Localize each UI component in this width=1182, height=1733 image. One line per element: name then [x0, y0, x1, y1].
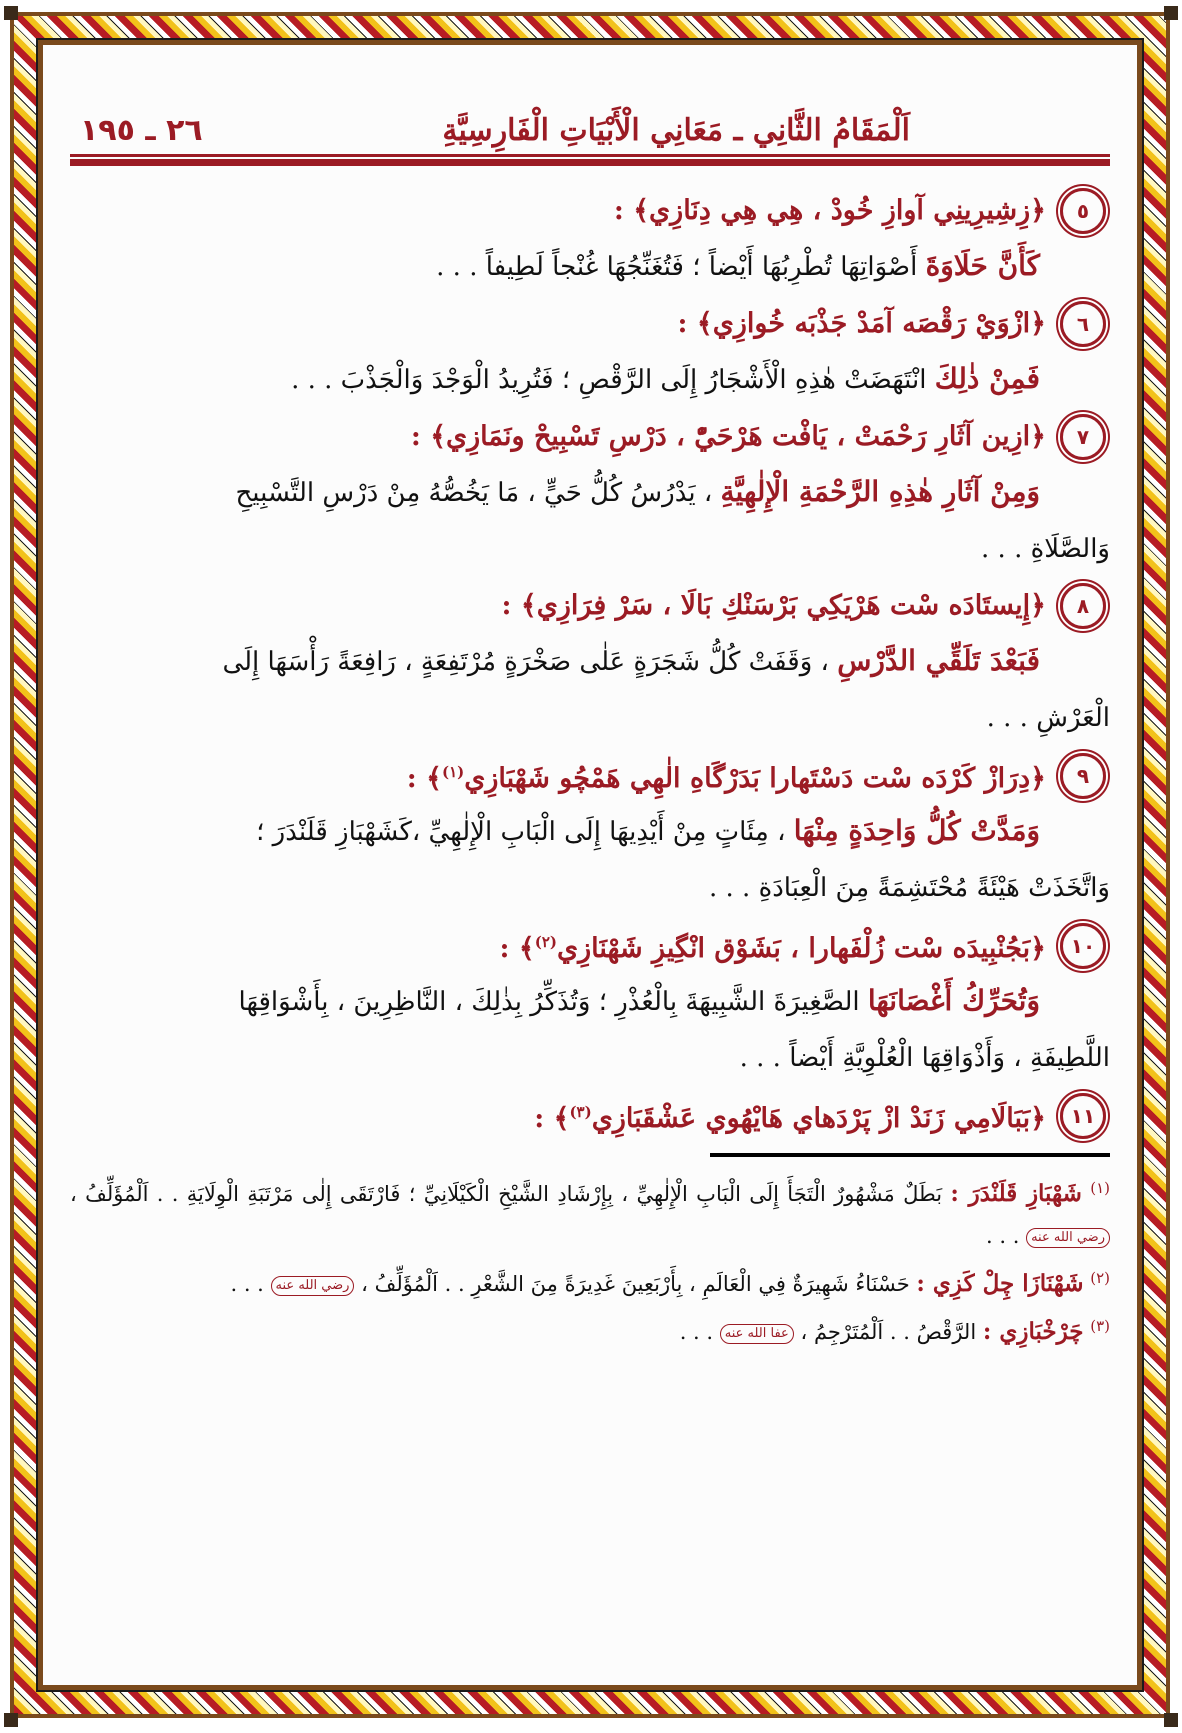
translation-line: [70, 464, 1110, 521]
corner-ornament-icon: [1164, 1713, 1178, 1727]
footnote-ref: (٢): [534, 933, 557, 951]
verse-colon: :: [499, 933, 510, 964]
highlighted-phrase: وَمَدَّتْ كُلُّ وَاحِدَةٍ مِنْهَا: [793, 814, 1040, 847]
verse-number-badge-icon: ١١: [1060, 1093, 1106, 1139]
verse-colon: :: [677, 308, 688, 339]
corner-ornament-icon: [4, 6, 18, 20]
footnote-number: (٢): [1090, 1269, 1110, 1287]
translation-line: [70, 633, 1110, 690]
honorific-seal-icon: عفا الله عنه: [720, 1324, 794, 1344]
verse-line: ﴿إِيستَادَه سْت هَرْيَكِي بَرْسَنْكِ بَالَا ، سَرْ فِرَازِي﴾: [520, 590, 1046, 621]
footnote-text: الرَّقْصُ . . اَلْمُتَرْجِمُ ،: [793, 1320, 983, 1344]
verse-line: ﴿دِرَازْ كَرْدَه سْت دَسْتَهارا بَدَرْگَاهِ الٰهِي هَمْچُو شَهْبَازِي: [464, 763, 1046, 794]
translation-text: انْتَهَضَتْ هٰذِهِ الْأَشْجَارُ إِلَى الرَّقْصِ ؛ فَتُرِيدُ الْوَجْدَ وَالْجَذْبَ . . .: [291, 365, 935, 395]
verse-text: [534, 1092, 1046, 1139]
footnote: [70, 1257, 1110, 1305]
translation-text: أَصْوَاتِهَا تُطْرِبُهَا أَيْضاً ؛ فَتُغَنِّجُهَا غُنْجاً لَطِيفاً . . .: [436, 252, 926, 282]
persian-verse: [70, 414, 1110, 460]
verse-colon: :: [613, 195, 624, 226]
translation-text: اللَّطِيفَةِ ، وَأَذْوَاقِهَا الْعُلْوِيَّةِ أَيْضاً . . .: [739, 1043, 1110, 1073]
translation-text: ، وَقَفَتْ كُلُّ شَجَرَةٍ عَلٰى صَخْرَةٍ مُرْتَفِعَةٍ ، رَافِعَةً رَأْسَهَا إِلَى: [222, 647, 838, 677]
footnote-text: حَسْنَاءُ شَهِيرَةٌ فِي الْعَالَمِ ، بِأَرْبَعِينَ غَدِيرَةً مِنَ الشَّعْرِ . . اَلْمُؤَلِّفُ ،: [354, 1272, 917, 1296]
footnote-text: بَطَلٌ مَشْهُورٌ الْتَجَأَ إِلَى الْبَابِ الْإِلٰهِيِّ ، بِإِرْشَادِ الشَّيْخِ الْكَيْلَانِيِّ ؛ فَارْتَقَى إِلٰى مَرْتَبَةِ الْوِلَايَةِ . . اَلْمُؤَلِّفُ ،: [70, 1182, 951, 1206]
translation-line: [70, 238, 1110, 295]
footnotes: [70, 1167, 1110, 1353]
verse-text: [614, 191, 1046, 231]
verse-text: [678, 304, 1046, 344]
verse-colon: :: [534, 1103, 545, 1134]
highlighted-phrase: وَمِنْ آثَارِ هٰذِهِ الرَّحْمَةِ الْإِلٰهِيَّةِ: [720, 475, 1040, 508]
verse-number-badge-icon: ٧: [1060, 414, 1106, 460]
footnote-tail: . . .: [230, 1272, 271, 1296]
corner-ornament-icon: [1164, 6, 1178, 20]
persian-verse: [70, 583, 1110, 629]
footnote: [70, 1167, 1110, 1257]
verse-number-badge-icon: ١٠: [1060, 923, 1106, 969]
verse-number-badge-icon: ٦: [1060, 301, 1106, 347]
footnote-tail: . . .: [679, 1320, 720, 1344]
footnote-term: شَهْنَازَا چِلْ كَزِي :: [916, 1270, 1084, 1297]
verse-close-bracket: ﴾: [426, 763, 442, 794]
chapter-title: اَلْمَقَامُ الثَّانِي ـ مَعَانِي الْأَبْيَاتِ الْفَارِسِيَّةِ: [442, 113, 910, 148]
honorific-seal-icon: رضي الله عنه: [271, 1276, 355, 1296]
header-double-rule: [70, 154, 1110, 166]
translation-text: وَاتَّخَذَتْ هَيْئَةً مُحْتَشِمَةً مِنَ الْعِبَادَةِ . . .: [708, 873, 1110, 903]
footnote-tail: . . .: [986, 1224, 1027, 1248]
verse-colon: :: [501, 590, 512, 621]
translation-text: الصَّغِيرَةَ الشَّبِيهَةَ بِالْعُذْرِ ؛ وَتُذَكِّرُ بِذٰلِكَ ، النَّاظِرِينَ ، بِأَشْوَاقِهَا: [238, 987, 868, 1017]
page-reference: ٢٦ ـ ١٩٥: [80, 113, 203, 148]
corner-ornament-icon: [4, 1713, 18, 1727]
footnote-term: چَرْخْبَازِي :: [982, 1318, 1084, 1345]
translation-text: ، يَدْرُسُ كُلُّ حَيٍّ ، مَا يَخُصُّهُ مِنْ دَرْسِ التَّسْبِيحِ: [235, 478, 721, 508]
translation-line: [70, 521, 1110, 577]
verse-number-badge-icon: ٩: [1060, 753, 1106, 799]
verses-body: [70, 188, 1110, 1139]
verse-close-bracket: ﴾: [518, 933, 535, 964]
translation-text: وَالصَّلَاةِ . . .: [981, 534, 1110, 564]
verse-number-badge-icon: ٥: [1060, 188, 1106, 234]
verse-colon: :: [406, 763, 417, 794]
footnote-number: (١): [1090, 1179, 1110, 1197]
verse-line: ﴿زِشِيرِينِي آوازِ خُودْ ، هِي هِي دِنَازِي﴾: [633, 195, 1046, 226]
honorific-seal-icon: رضي الله عنه: [1026, 1228, 1110, 1248]
footnote-term: شَهْبَازِ قَلَنْدَرَ :: [950, 1180, 1082, 1207]
verse-close-bracket: ﴾: [553, 1103, 570, 1134]
translation-text: ، مِئَاتٍ مِنْ أَيْدِيهَا إِلَى الْبَابِ الْإِلٰهِيِّ ،كَشَهْبَازِ قَلَنْدَرَ ؛: [256, 817, 794, 847]
persian-verse: [70, 922, 1110, 969]
footnote-number: (٣): [1090, 1317, 1110, 1335]
highlighted-phrase: فَبَعْدَ تَلَقِّي الدَّرْسِ: [837, 644, 1040, 677]
highlighted-phrase: فَمِنْ ذٰلِكَ: [934, 362, 1040, 395]
verse-colon: :: [410, 421, 421, 452]
verse-line: ﴿بَبَالَامِي زَنَدْ ازْ پَرْدَهاي هَايْهُوي عَشْقَبَازِي: [591, 1103, 1046, 1134]
verse-number-badge-icon: ٨: [1060, 583, 1106, 629]
verse-text: [411, 417, 1046, 457]
footnote-ref: (٣): [569, 1103, 592, 1121]
highlighted-phrase: كَأَنَّ حَلَاوَةَ: [925, 249, 1040, 282]
translation-line: [70, 860, 1110, 916]
footnote-separator: [710, 1153, 1110, 1157]
persian-verse: [70, 752, 1110, 799]
translation-text: الْعَرْشِ . . .: [986, 703, 1110, 733]
persian-verse: [70, 301, 1110, 347]
page: [70, 90, 1110, 1353]
verse-text: [500, 922, 1046, 969]
persian-verse: [70, 1092, 1110, 1139]
footnote: [70, 1305, 1110, 1353]
translation-line: [70, 351, 1110, 408]
persian-verse: [70, 188, 1110, 234]
footnote-ref: (١): [441, 763, 465, 781]
translation-line: [70, 803, 1110, 860]
verse-text: [407, 752, 1046, 799]
verse-line: ﴿بَجُنْبِيدَه سْت زُلْفَهارا ، بَشَوْق انْگِيزِ شَهْنَازِي: [557, 933, 1046, 964]
translation-line: [70, 973, 1110, 1030]
verse-line: ﴿ازْوَيْ رَقْصَه آمَدْ جَذْبَه خُوازِي﴾: [696, 308, 1046, 339]
translation-line: [70, 690, 1110, 746]
highlighted-phrase: وَتُحَرِّكُ أَغْصَانَهَا: [867, 984, 1040, 1017]
translation-line: [70, 1030, 1110, 1086]
verse-line: ﴿ازِين آثَارِ رَحْمَتْ ، يَافْت هَرْحَيّْ ، دَرْسِ تَسْبِيحْ ونَمَازِي﴾: [430, 421, 1046, 452]
running-header: [70, 90, 1110, 148]
verse-text: [502, 586, 1046, 626]
